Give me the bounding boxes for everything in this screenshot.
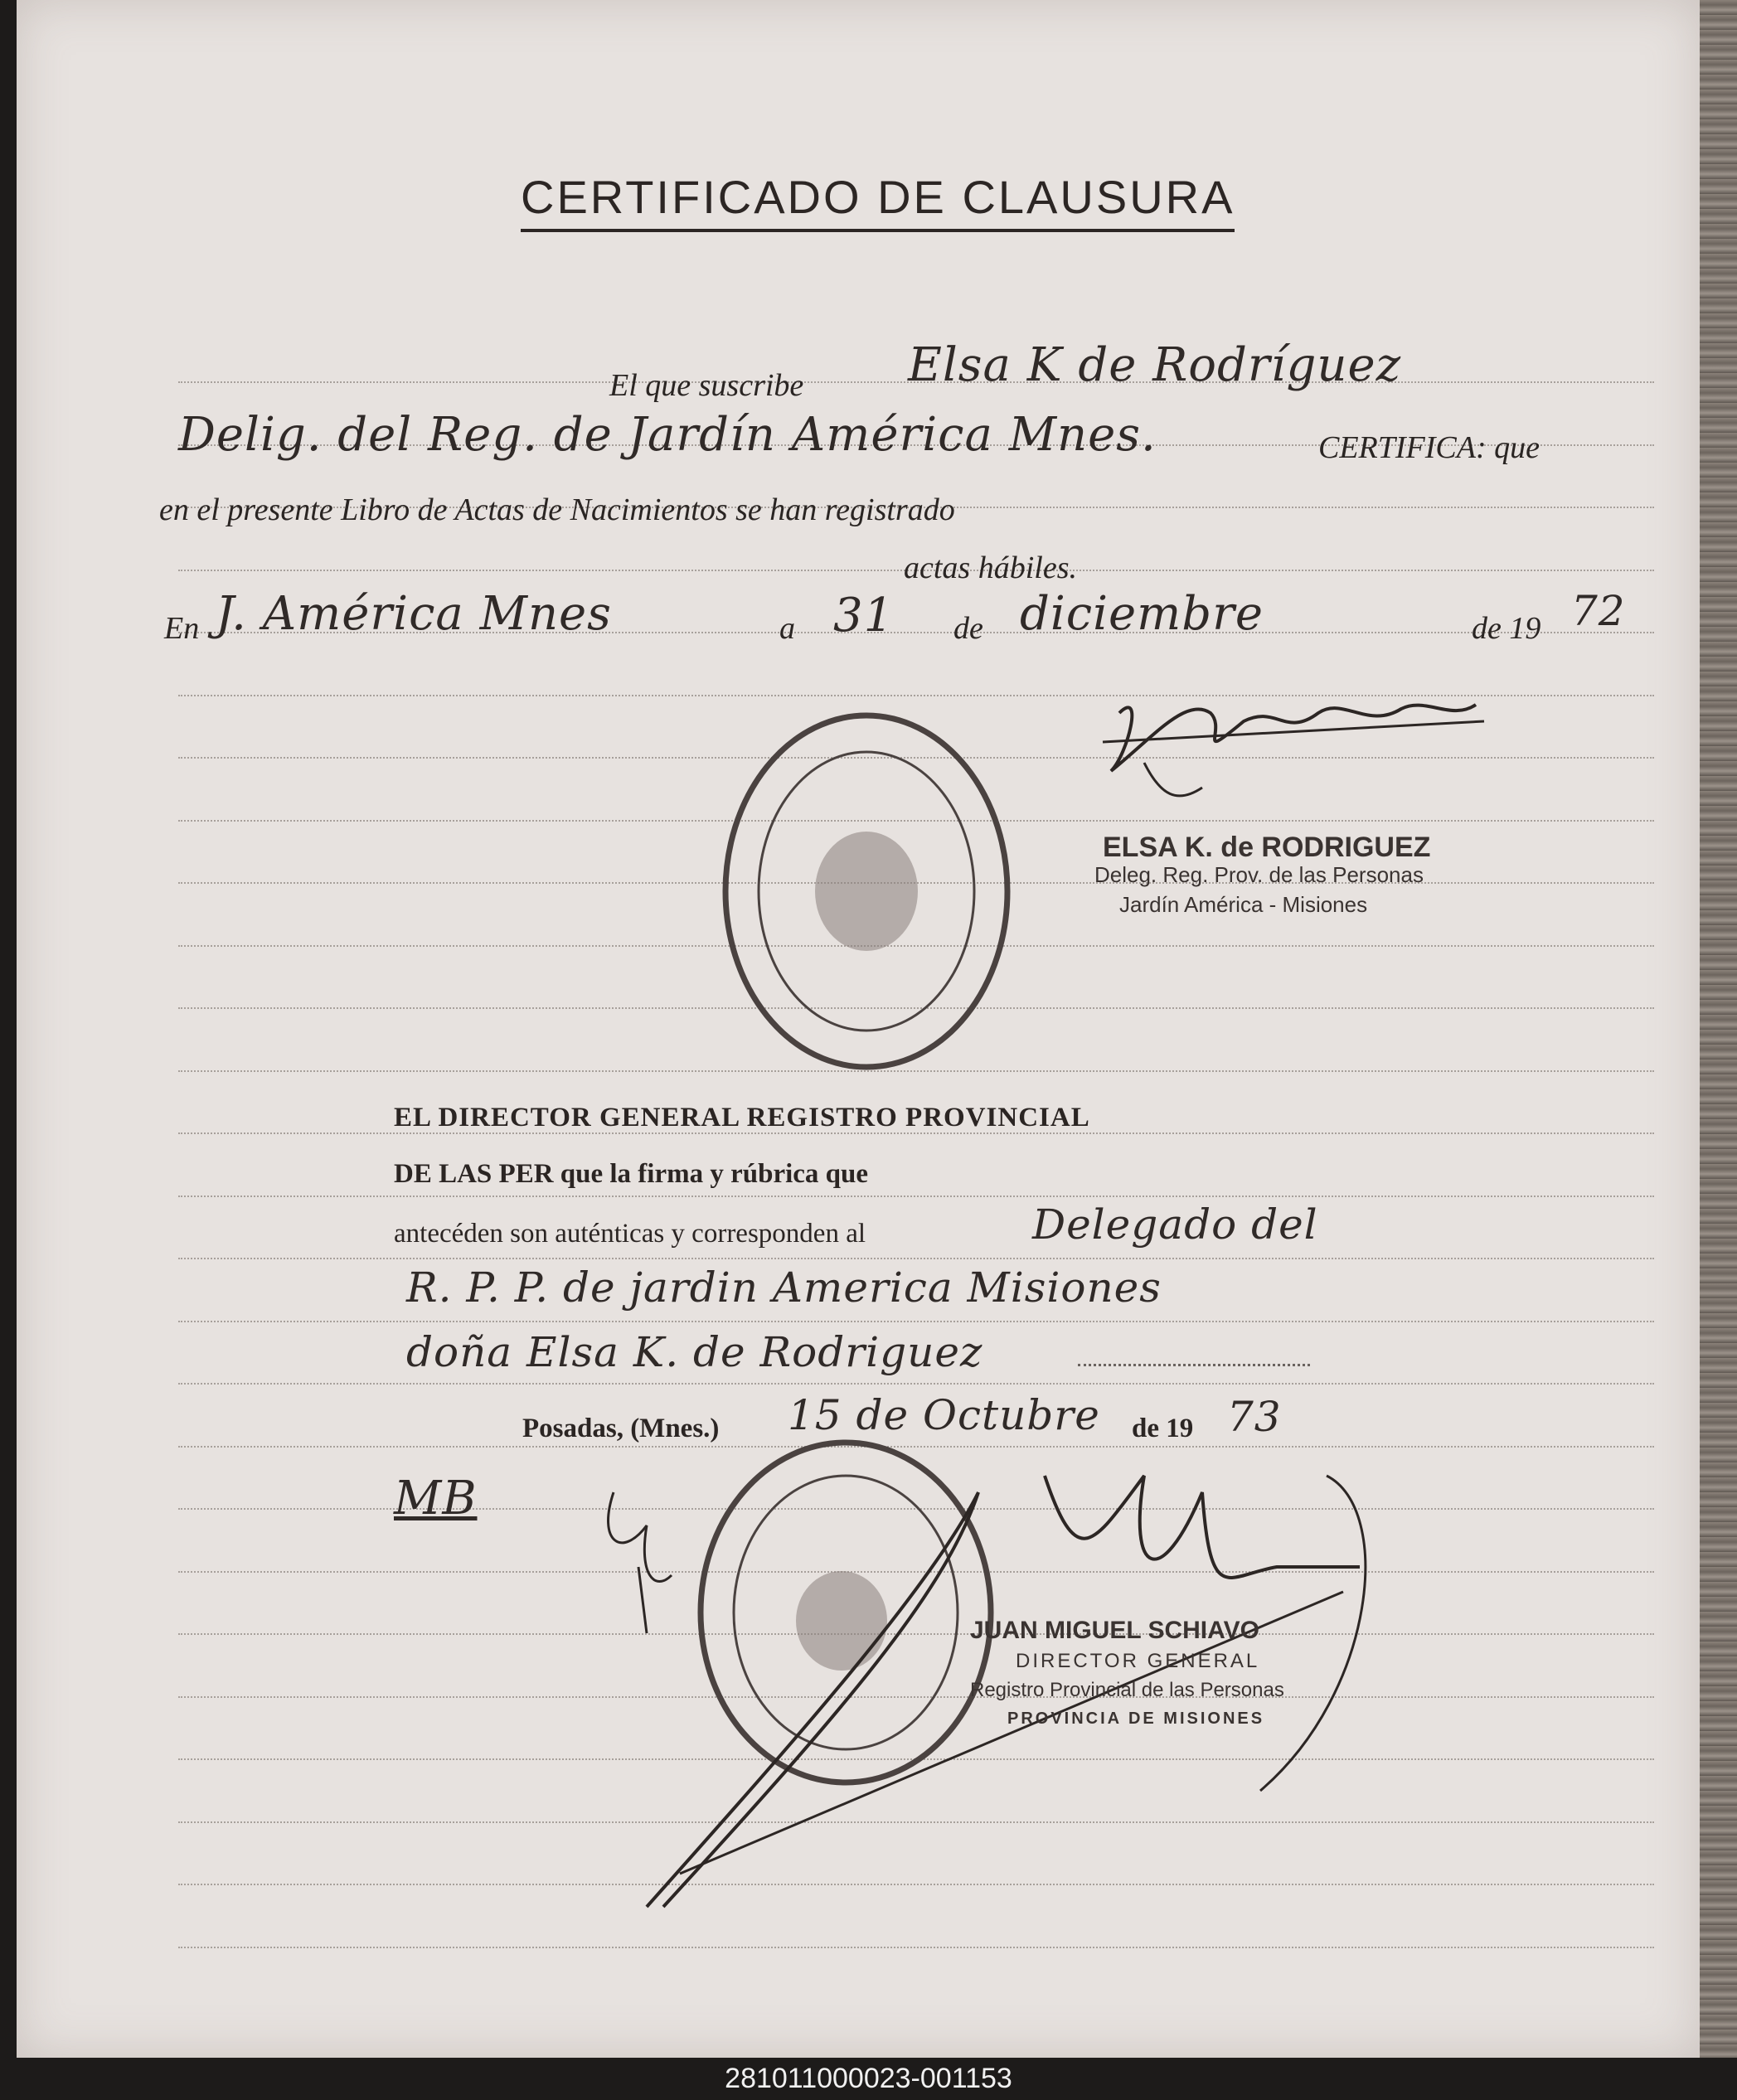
month-prefix: de: [953, 611, 983, 646]
place-prefix: En: [164, 611, 200, 646]
body-line: en el presente Libro de Actas de Nacimientos se han registrado: [159, 492, 955, 527]
director-year-label: de 19: [1132, 1414, 1194, 1443]
day-prefix: a: [779, 611, 795, 646]
director-stamp-province: PROVINCIA DE MISIONES: [1007, 1710, 1265, 1728]
director-date-handwritten: 15 de Octubre: [788, 1391, 1100, 1439]
director-line-5-handwritten: doña Elsa K. de Rodriguez: [406, 1328, 983, 1376]
year-handwritten: 72: [1571, 587, 1626, 635]
director-stamp-office: Registro Provincial de las Personas: [970, 1679, 1284, 1701]
ruled-line: [178, 1321, 1654, 1322]
ruled-line: [178, 1195, 1654, 1197]
ruled-line: [178, 1383, 1654, 1385]
director-stamp-name: JUAN MIGUEL SCHIAVO: [970, 1617, 1259, 1644]
year-prefix: de 19: [1472, 611, 1541, 646]
delegate-stamp-name: ELSA K. de RODRIGUEZ: [1103, 832, 1431, 863]
signer-office-handwritten: Delig. del Reg. de Jardín América Mnes.: [178, 408, 1157, 462]
delegate-stamp-title: Deleg. Reg. Prov. de las Personas: [1094, 862, 1424, 887]
certifica-label: CERTIFICA: que: [1318, 430, 1540, 465]
document-id: 281011000023-001153: [725, 2063, 1012, 2094]
place-handwritten: J. América Mnes: [216, 587, 612, 641]
ruled-line: [178, 1258, 1654, 1259]
posadas-label: Posadas, (Mnes.): [522, 1414, 720, 1443]
document-page: [17, 0, 1700, 2058]
page-title: CERTIFICADO DE CLAUSURA: [521, 170, 1235, 232]
book-binding: [1700, 0, 1737, 2058]
director-year-handwritten: 73: [1227, 1393, 1282, 1441]
director-stamp-title: DIRECTOR GENERAL: [1016, 1650, 1260, 1672]
initials-handwritten: MB: [394, 1472, 478, 1525]
intro-label: El que suscribe: [609, 368, 804, 403]
director-line-1: EL DIRECTOR GENERAL REGISTRO PROVINCIAL: [394, 1103, 1090, 1132]
ruled-line: [178, 1947, 1654, 1948]
signer-name-handwritten: Elsa K de Rodríguez: [908, 338, 1402, 392]
delegate-seal-stamp: [713, 705, 1020, 1078]
day-handwritten: 31: [833, 589, 895, 643]
small-signature-flourish: [589, 1476, 688, 1642]
director-line-3-handwritten: Delegado del: [1032, 1200, 1318, 1249]
director-line-2: DE LAS PER que la firma y rúbrica que: [394, 1159, 869, 1189]
delegate-signature: [1094, 663, 1526, 812]
director-line-3-print: antecéden son auténticas y corresponden al: [394, 1219, 866, 1249]
actas-label: actas hábiles.: [904, 550, 1077, 585]
month-handwritten: diciembre: [1020, 587, 1264, 641]
director-line-4-handwritten: R. P. P. de jardin America Misiones: [406, 1263, 1162, 1312]
fill-dots: [1078, 1364, 1310, 1366]
delegate-stamp-location: Jardín América - Misiones: [1119, 892, 1368, 917]
